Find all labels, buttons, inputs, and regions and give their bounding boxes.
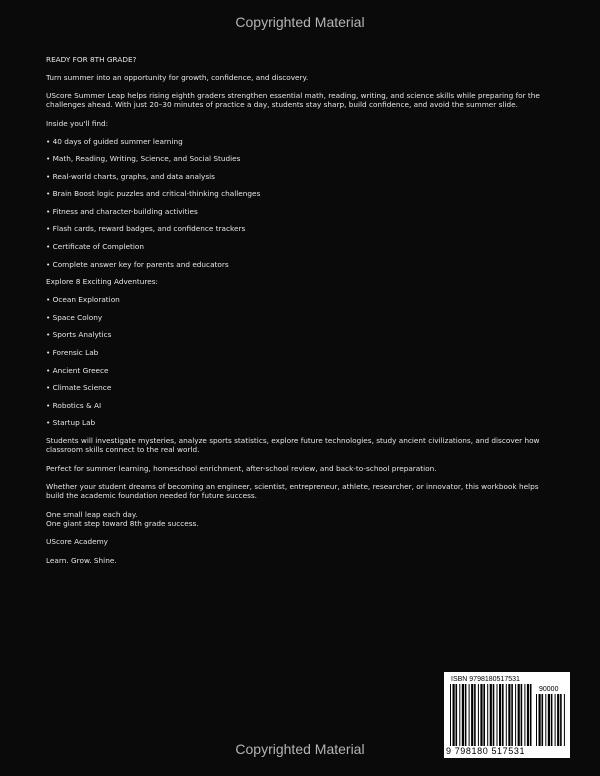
barcode-addon-bars-icon (536, 694, 566, 746)
adventures-list (46, 295, 558, 436)
list-item: • 40 days of guided summer learning (46, 136, 183, 146)
list-item: • Fitness and character-building activities (46, 206, 198, 216)
list-item: • Complete answer key for parents and educators (46, 259, 229, 269)
inside-list (46, 137, 558, 278)
back-cover-text (46, 55, 558, 565)
intro-text: Turn summer into an opportunity for growth, confidence, and discovery. (46, 73, 309, 82)
list-item: • Ocean Exploration (46, 295, 120, 305)
watermark-top: Copyrighted Material (235, 14, 365, 30)
isbn-digits: 9 798180 517531 (446, 746, 526, 756)
description-text: UScore Summer Leap helps rising eighth graders strengthen essential math, reading, writing, and science skills while preparing for the challenges ahead. With just 20–30 minutes of practice a day, students stay sharp, build confidence, and avoid the summer slide. (46, 91, 540, 109)
list-item: • Certificate of Completion (46, 242, 144, 252)
list-item: • Sports Analytics (46, 330, 112, 340)
headline: READY FOR 8TH GRADE? (46, 55, 137, 64)
list-item: • Math, Reading, Writing, Science, and Social Studies (46, 154, 241, 164)
list-item: • Robotics & AI (46, 400, 102, 410)
inside-heading: Inside you'll find: (46, 118, 109, 128)
perfect-for-text: Perfect for summer learning, homeschool enrichment, after-school review, and back-to-school preparation. (46, 463, 437, 473)
closing-line-2: One giant step toward 8th grade success. (46, 518, 199, 528)
price-code: 90000 (539, 686, 559, 693)
list-item: • Brain Boost logic puzzles and critical-thinking challenges (46, 189, 261, 199)
adventures-heading: Explore 8 Exciting Adventures: (46, 277, 158, 287)
list-item: • Flash cards, reward badges, and confidence trackers (46, 224, 246, 234)
publisher-name: UScore Academy (46, 537, 108, 546)
tagline: Learn. Grow. Shine. (46, 555, 117, 565)
list-item: • Real-world charts, graphs, and data analysis (46, 171, 215, 181)
watermark-bottom: Copyrighted Material (235, 741, 365, 757)
investigate-text: Students will investigate mysteries, analyze sports statistics, explore future technologies, study ancient civilizations, and discover how classroom skills connect to the real world. (46, 436, 540, 454)
closing-line-1: One small leap each day. (46, 509, 138, 519)
barcode-bars-icon (450, 684, 534, 746)
list-item: • Startup Lab (46, 418, 96, 428)
list-item: • Ancient Greece (46, 365, 109, 375)
isbn-label: ISBN 9798180517531 (451, 676, 520, 683)
dreams-text: Whether your student dreams of becoming an engineer, scientist, entrepreneur, athlete, researcher, or innovator, this workbook helps build the academic foundation needed for future success. (46, 482, 539, 500)
list-item: • Space Colony (46, 312, 103, 322)
list-item: • Climate Science (46, 383, 112, 393)
list-item: • Forensic Lab (46, 348, 99, 358)
